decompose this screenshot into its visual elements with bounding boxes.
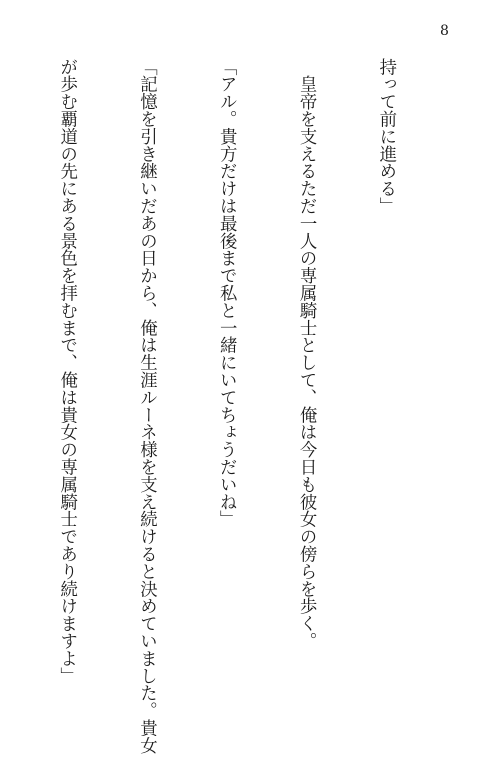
text-line-4: 「記憶を引き継いだあの日から、俺は生涯ルーネ様を支え続けると決めていました。貴女 (136, 58, 157, 754)
text-line-2: 皇帝を支えるただ一人の専属騎士として、俺は今日も彼女の傍らを歩く。 (296, 58, 317, 650)
page-number: 8 (440, 23, 449, 39)
novel-text-body (0, 58, 452, 754)
text-line-5: が歩む覇道の先にある景色を拝むまで、俺は貴女の専属騎士であり続けますよ」 (56, 58, 77, 685)
text-line-3: 「アル。貴方だけは最後まで私と一緒にいてちょうだいね」 (216, 58, 237, 528)
text-line-1: 持って前に進める」 (375, 58, 396, 215)
